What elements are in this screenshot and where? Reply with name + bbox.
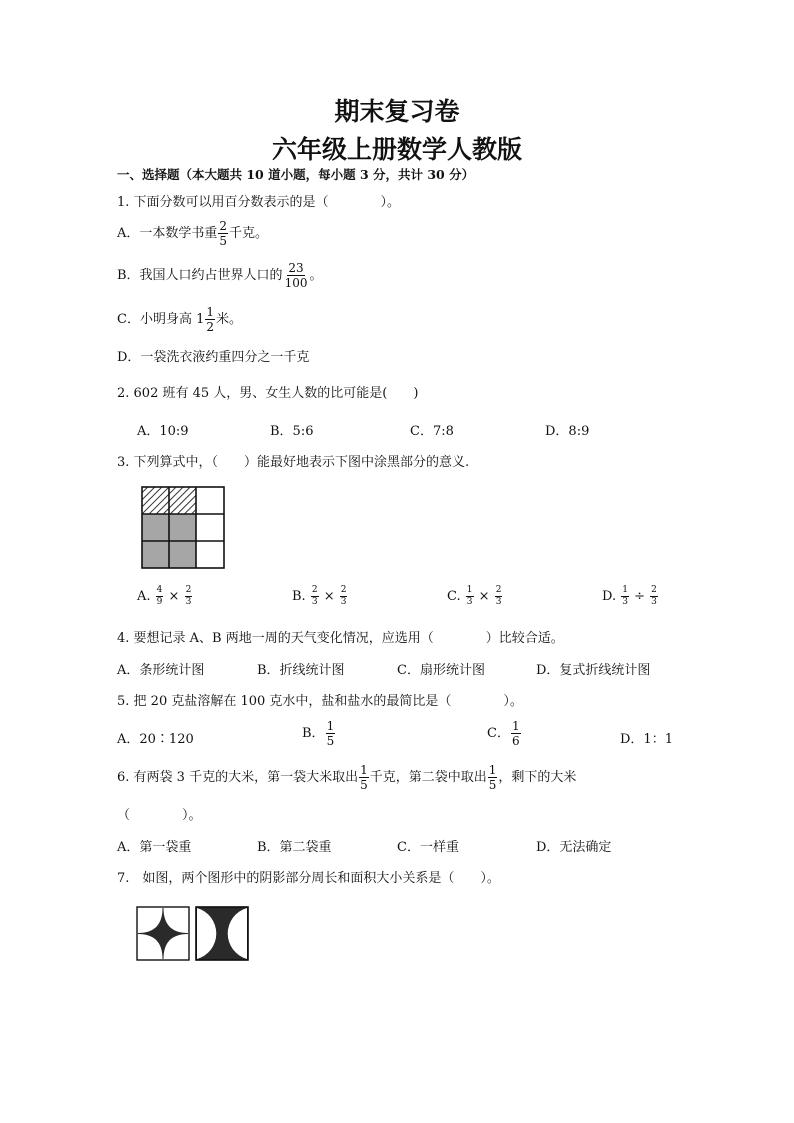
q2-option-d: D．8:9 bbox=[545, 424, 590, 439]
q2-option-c: C．7:8 bbox=[410, 424, 454, 439]
q1-option-a: A．一本数学书重 $\frac{2}{5}$ 千克。 bbox=[117, 219, 269, 248]
q4-option-a: A．条形统计图 bbox=[117, 663, 205, 678]
q3-option-d: D. $\frac{1}{3}$ ÷ $\frac{2}{3}$ bbox=[602, 585, 657, 607]
q2-option-b: B．5:6 bbox=[270, 424, 314, 439]
q3-option-c: C. $\frac{1}{3}$ × $\frac{2}{3}$ bbox=[447, 585, 502, 607]
fraction: $\frac{23}{100}$ bbox=[284, 261, 308, 290]
q3-option-a: A. $\frac{4}{9}$ × $\frac{2}{3}$ bbox=[137, 585, 192, 607]
q6-stem-line2: （ ）。 bbox=[117, 808, 202, 823]
q5-option-d: D．1：1 bbox=[620, 732, 673, 747]
q2-option-a: A．10:9 bbox=[137, 424, 189, 439]
q4-option-c: C．扇形统计图 bbox=[397, 663, 485, 678]
double-arc-figure bbox=[195, 906, 249, 961]
page-title: 期末复习卷 bbox=[334, 97, 460, 126]
q6-stem: 6. 有两袋 3 千克的大米，第一袋大米取出 $\frac{1}{5}$ 千克，第二袋中取出 $\frac{1}{5}$ ，剩下的大米 bbox=[117, 763, 577, 792]
q5-option-a: A．20∶120 bbox=[117, 732, 194, 747]
hatched-cell bbox=[169, 487, 196, 514]
q3-stem: 3. 下列算式中，（ ）能最好地表示下图中涂黑部分的意义. bbox=[117, 455, 470, 470]
q7-stem: 7. 如图，两个图形中的阴影部分周长和面积大小关系是（ ）。 bbox=[117, 871, 500, 886]
q5-option-b: B． $\frac{1}{5}$ bbox=[302, 719, 335, 748]
q6-option-b: B．第二袋重 bbox=[257, 840, 332, 855]
q1-option-b: B．我国人口约占世界人口的 $\frac{23}{100}$ 。 bbox=[117, 261, 323, 290]
grid-figure bbox=[141, 486, 225, 569]
page-subtitle: 六年级上册数学人教版 bbox=[271, 135, 522, 164]
star-shape-figure bbox=[136, 906, 190, 961]
fraction: $\frac{2}{5}$ bbox=[219, 219, 228, 248]
q2-stem: 2. 602 班有 45 人，男、女生人数的比可能是( ) bbox=[117, 386, 419, 401]
q6-option-d: D．无法确定 bbox=[536, 840, 612, 855]
q5-stem: 5. 把 20 克盐溶解在 100 克水中，盐和盐水的最简比是（ ）。 bbox=[117, 694, 523, 709]
fraction: $\frac{1}{2}$ bbox=[206, 305, 214, 334]
q4-option-b: B．折线统计图 bbox=[257, 663, 345, 678]
q6-option-c: C．一样重 bbox=[397, 840, 459, 855]
hatched-cell bbox=[142, 487, 169, 514]
q3-option-b: B. $\frac{2}{3}$ × $\frac{2}{3}$ bbox=[292, 585, 347, 607]
section-header: 一、选择题（本大题共 10 道小题，每小题 3 分，共计 30 分） bbox=[117, 167, 475, 182]
q4-option-d: D．复式折线统计图 bbox=[536, 663, 651, 678]
q4-stem: 4. 要想记录 A、B 两地一周的天气变化情况，应选用（ ）比较合适。 bbox=[117, 631, 564, 646]
q5-option-c: C． $\frac{1}{6}$ bbox=[487, 719, 520, 748]
q1-stem: 1. 下面分数可以用百分数表示的是（ ）。 bbox=[117, 195, 401, 210]
q1-option-d: D．一袋洗衣液约重四分之一千克 bbox=[117, 350, 310, 365]
q1-option-c: C．小明身高 1 $\frac{1}{2}$ 米。 bbox=[117, 305, 243, 334]
q6-option-a: A．第一袋重 bbox=[117, 840, 192, 855]
